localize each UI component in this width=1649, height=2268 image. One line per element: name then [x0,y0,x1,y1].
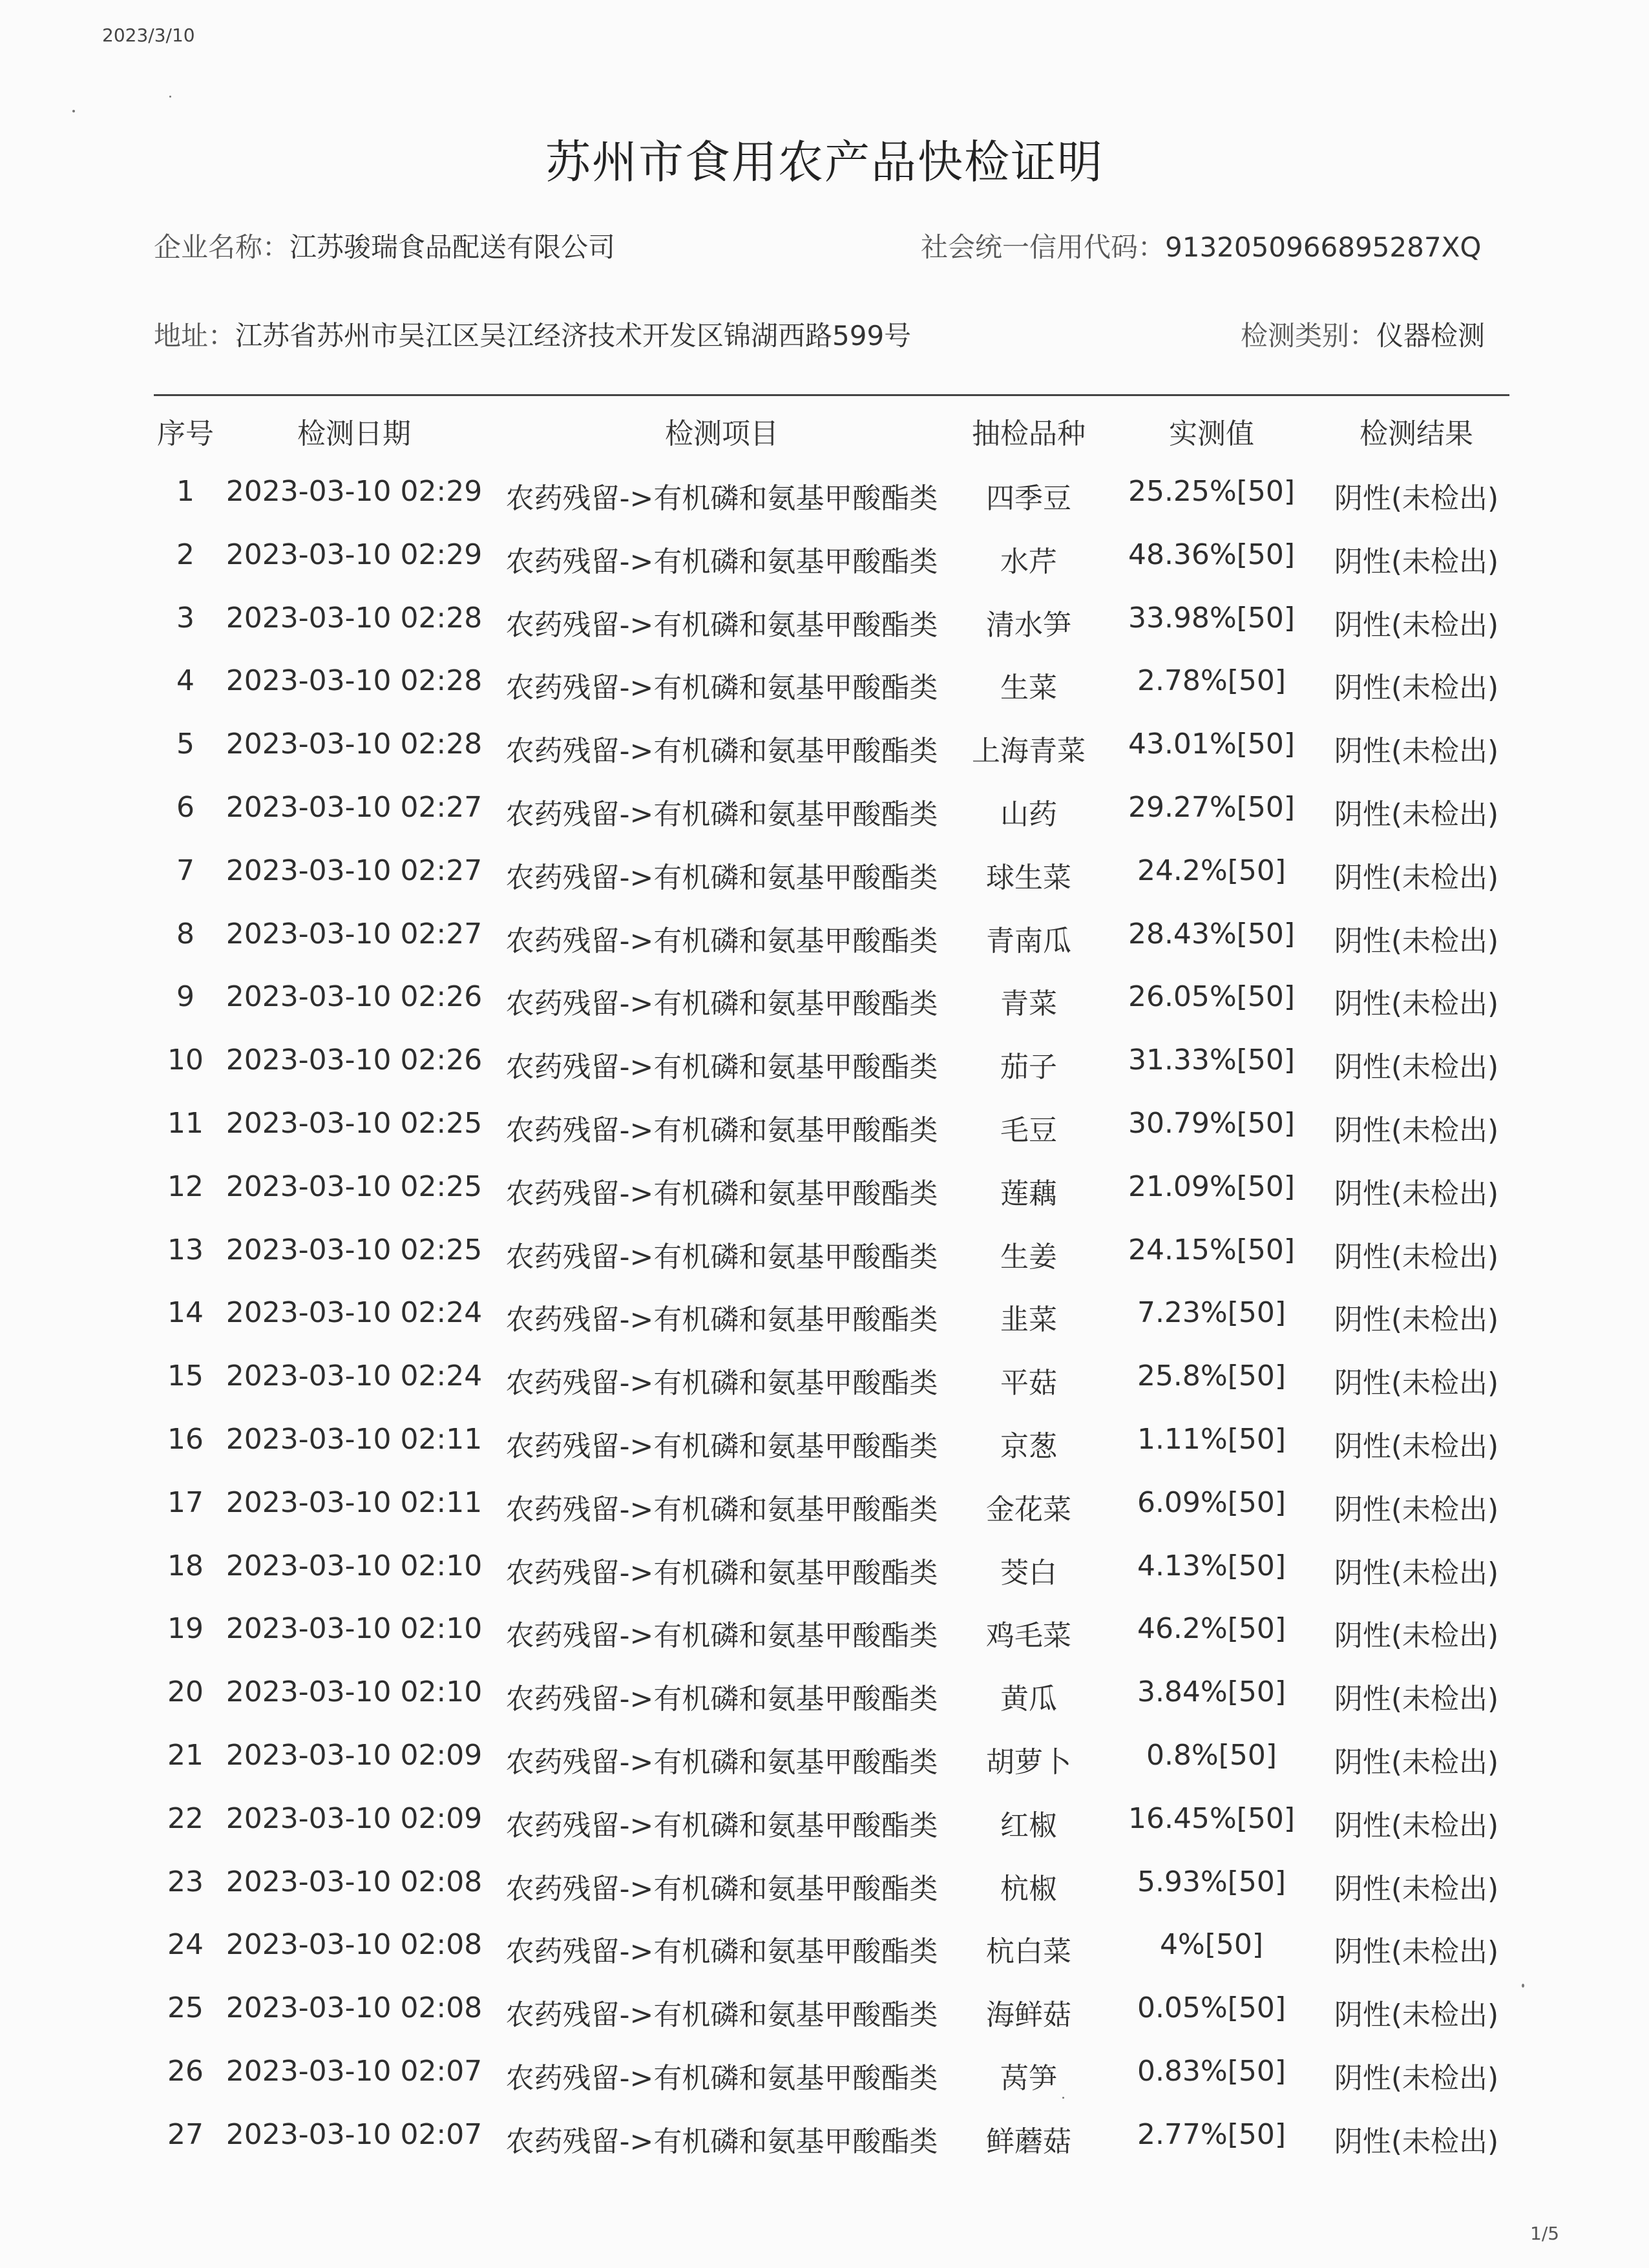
row-test-item: 农药残留->有机磷和氨基甲酸酯类 [505,545,938,578]
row-test-item: 农药残留->有机磷和氨基甲酸酯类 [505,735,938,768]
row-result: 阴性(未检出) [1334,2125,1499,2158]
row-measured-value: 5.93%[50] [1137,1865,1287,1898]
row-date: 2023-03-10 02:08 [226,1928,483,1962]
row-test-item: 农药残留->有机磷和氨基甲酸酯类 [505,482,938,515]
row-result: 阴性(未检出) [1334,1240,1499,1274]
row-measured-value: 46.2%[50] [1137,1612,1287,1646]
table-row [0,980,1649,1044]
row-number: 13 [167,1233,204,1266]
row-measured-value: 24.15%[50] [1128,1233,1296,1266]
row-measured-value: 2.77%[50] [1137,2117,1287,2151]
row-date: 2023-03-10 02:28 [226,664,483,698]
row-result: 阴性(未检出) [1334,1429,1499,1463]
row-date: 2023-03-10 02:29 [226,475,483,508]
row-result: 阴性(未检出) [1334,1619,1499,1653]
row-number: 15 [167,1360,204,1393]
row-date: 2023-03-10 02:27 [226,854,483,887]
column-header-item: 检测项目 [665,417,779,450]
address-value: 江苏省苏州市吴江区吴江经济技术开发区锦湖西路599号 [235,320,912,352]
row-date: 2023-03-10 02:11 [226,1486,483,1519]
table-row [0,1612,1649,1675]
row-date: 2023-03-10 02:11 [226,1422,483,1456]
table-header [0,410,1649,456]
table-row [0,1865,1649,1929]
row-variety: 鸡毛菜 [986,1619,1071,1653]
row-variety: 平菇 [1000,1367,1057,1400]
credit-code [921,226,1481,265]
row-date: 2023-03-10 02:26 [226,1044,483,1077]
row-test-item: 农药残留->有机磷和氨基甲酸酯类 [505,1367,938,1400]
row-date: 2023-03-10 02:07 [226,2054,483,2088]
table-row [0,1107,1649,1170]
row-result: 阴性(未检出) [1334,987,1499,1021]
row-result: 阴性(未检出) [1334,1745,1499,1779]
row-result: 阴性(未检出) [1334,671,1499,705]
print-date: 2023/3/10 [102,25,195,46]
scan-speck [72,110,75,112]
row-date: 2023-03-10 02:08 [226,1991,483,2025]
table-row [0,1549,1649,1613]
row-variety: 韭菜 [1000,1303,1057,1337]
row-test-item: 农药残留->有机磷和氨基甲酸酯类 [505,1303,938,1337]
row-number: 5 [176,728,194,761]
row-result: 阴性(未检出) [1334,1556,1499,1590]
column-header-value: 实测值 [1169,417,1254,450]
row-test-item: 农药残留->有机磷和氨基甲酸酯类 [505,797,938,831]
row-measured-value: 2.78%[50] [1137,664,1287,698]
table-row [0,1296,1649,1360]
row-result: 阴性(未检出) [1334,1683,1499,1716]
table-row [0,791,1649,854]
row-number: 6 [176,790,194,824]
row-result: 阴性(未检出) [1334,1872,1499,1906]
row-result: 阴性(未检出) [1334,1113,1499,1147]
table-row [0,1675,1649,1739]
row-result: 阴性(未检出) [1334,1493,1499,1526]
row-date: 2023-03-10 02:28 [226,728,483,761]
row-test-item: 农药残留->有机磷和氨基甲酸酯类 [505,1051,938,1084]
test-type-value: 仪器检测 [1376,320,1486,352]
table-row [0,602,1649,665]
company-name [154,226,615,265]
row-result: 阴性(未检出) [1334,861,1499,894]
row-variety: 金花菜 [986,1493,1071,1526]
scan-speck [1062,2097,1064,2099]
row-number: 7 [176,854,194,887]
row-variety: 山药 [1000,797,1057,831]
table-row [0,1928,1649,1991]
row-date: 2023-03-10 02:26 [226,980,483,1014]
row-test-item: 农药残留->有机磷和氨基甲酸酯类 [505,1809,938,1842]
row-date: 2023-03-10 02:24 [226,1296,483,1330]
table-row [0,918,1649,981]
row-result: 阴性(未检出) [1334,608,1499,642]
row-number: 2 [176,538,194,571]
row-measured-value: 21.09%[50] [1128,1170,1296,1203]
row-test-item: 农药残留->有机磷和氨基甲酸酯类 [505,2125,938,2158]
row-measured-value: 1.11%[50] [1137,1422,1287,1456]
row-measured-value: 6.09%[50] [1137,1486,1287,1519]
row-number: 22 [167,1801,204,1835]
address [154,315,911,353]
scan-speck [169,96,171,98]
row-number: 25 [167,1991,204,2025]
address-label: 地址： [154,320,236,352]
row-measured-value: 25.8%[50] [1137,1360,1287,1393]
row-test-item: 农药残留->有机磷和氨基甲酸酯类 [505,1429,938,1463]
row-test-item: 农药残留->有机磷和氨基甲酸酯类 [505,861,938,894]
column-header-variety: 抽检品种 [972,417,1086,450]
row-measured-value: 0.05%[50] [1137,1991,1287,2025]
column-header-no: 序号 [157,417,214,450]
row-number: 9 [176,980,194,1014]
row-measured-value: 0.83%[50] [1137,2054,1287,2088]
row-number: 19 [167,1612,204,1646]
row-number: 3 [176,601,194,635]
row-measured-value: 7.23%[50] [1137,1296,1287,1330]
column-header-result: 检测结果 [1360,417,1473,450]
row-number: 10 [167,1044,204,1077]
row-variety: 青南瓜 [986,924,1071,958]
credit-code-label: 社会统一信用代码： [921,231,1166,263]
row-variety: 莴笋 [1000,2061,1057,2095]
row-measured-value: 4.13%[50] [1137,1549,1287,1582]
row-test-item: 农药残留->有机磷和氨基甲酸酯类 [505,1619,938,1653]
row-test-item: 农药残留->有机磷和氨基甲酸酯类 [505,1683,938,1716]
row-result: 阴性(未检出) [1334,1809,1499,1842]
row-variety: 茭白 [1000,1556,1057,1590]
row-number: 23 [167,1865,204,1898]
row-variety: 京葱 [1000,1429,1057,1463]
row-variety: 茄子 [1000,1051,1057,1084]
row-result: 阴性(未检出) [1334,1935,1499,1969]
row-variety: 生姜 [1000,1240,1057,1274]
page-number: 1/5 [1530,2223,1560,2244]
row-variety: 红椒 [1000,1809,1057,1842]
row-measured-value: 25.25%[50] [1128,475,1296,508]
row-measured-value: 31.33%[50] [1128,1044,1296,1077]
row-number: 18 [167,1549,204,1582]
row-test-item: 农药残留->有机磷和氨基甲酸酯类 [505,1935,938,1969]
row-number: 1 [176,475,194,508]
row-number: 27 [167,2117,204,2151]
row-date: 2023-03-10 02:27 [226,917,483,950]
row-result: 阴性(未检出) [1334,1303,1499,1337]
table-row [0,2055,1649,2118]
table-row [0,1170,1649,1234]
row-measured-value: 4%[50] [1159,1928,1264,1962]
row-variety: 莲藕 [1000,1177,1057,1210]
row-date: 2023-03-10 02:29 [226,538,483,571]
table-row [0,1044,1649,1107]
row-result: 阴性(未检出) [1334,1367,1499,1400]
row-result: 阴性(未检出) [1334,1051,1499,1084]
credit-code-value: 9132050966895287XQ [1165,231,1482,263]
row-measured-value: 48.36%[50] [1128,538,1296,571]
row-number: 20 [167,1675,204,1709]
row-number: 16 [167,1422,204,1456]
row-number: 12 [167,1170,204,1203]
row-variety: 海鲜菇 [986,1999,1071,2032]
scan-speck [1522,1984,1524,1988]
row-number: 24 [167,1928,204,1962]
row-variety: 四季豆 [986,482,1071,515]
company-name-value: 江苏骏瑞食品配送有限公司 [289,231,616,263]
row-date: 2023-03-10 02:10 [226,1549,483,1582]
row-variety: 毛豆 [1000,1113,1057,1147]
row-number: 17 [167,1486,204,1519]
test-type-label: 检测类别： [1241,320,1377,352]
row-date: 2023-03-10 02:24 [226,1360,483,1393]
table-row [0,1360,1649,1423]
column-header-date: 检测日期 [297,417,411,450]
table-row [0,1423,1649,1486]
row-test-item: 农药残留->有机磷和氨基甲酸酯类 [505,1999,938,2032]
results-table [0,475,1649,2181]
row-date: 2023-03-10 02:10 [226,1675,483,1709]
row-test-item: 农药残留->有机磷和氨基甲酸酯类 [505,1113,938,1147]
row-measured-value: 26.05%[50] [1128,980,1296,1014]
company-name-label: 企业名称： [154,231,290,263]
row-variety: 青菜 [1000,987,1057,1021]
row-test-item: 农药残留->有机磷和氨基甲酸酯类 [505,1745,938,1779]
row-variety: 黄瓜 [1000,1683,1057,1716]
table-row [0,854,1649,918]
row-measured-value: 16.45%[50] [1128,1801,1296,1835]
row-measured-value: 28.43%[50] [1128,917,1296,950]
row-variety: 球生菜 [986,861,1071,894]
row-test-item: 农药残留->有机磷和氨基甲酸酯类 [505,1556,938,1590]
row-variety: 上海青菜 [972,735,1086,768]
table-row [0,538,1649,602]
row-date: 2023-03-10 02:25 [226,1170,483,1203]
row-test-item: 农药残留->有机磷和氨基甲酸酯类 [505,2061,938,2095]
table-row [0,1486,1649,1549]
table-row [0,475,1649,538]
table-row [0,664,1649,728]
row-number: 11 [167,1106,204,1140]
row-number: 14 [167,1296,204,1330]
row-number: 26 [167,2054,204,2088]
table-row [0,1739,1649,1802]
row-result: 阴性(未检出) [1334,2061,1499,2095]
row-date: 2023-03-10 02:07 [226,2117,483,2151]
table-row [0,1802,1649,1865]
row-date: 2023-03-10 02:25 [226,1106,483,1140]
row-variety: 鲜蘑菇 [986,2125,1071,2158]
row-variety: 清水笋 [986,608,1071,642]
row-test-item: 农药残留->有机磷和氨基甲酸酯类 [505,671,938,705]
row-measured-value: 0.8%[50] [1146,1738,1277,1772]
row-test-item: 农药残留->有机磷和氨基甲酸酯类 [505,1240,938,1274]
row-measured-value: 33.98%[50] [1128,601,1296,635]
row-variety: 杭白菜 [986,1935,1071,1969]
table-row [0,728,1649,791]
row-date: 2023-03-10 02:27 [226,790,483,824]
row-number: 4 [176,664,194,698]
row-result: 阴性(未检出) [1334,1177,1499,1210]
row-result: 阴性(未检出) [1334,924,1499,958]
row-measured-value: 29.27%[50] [1128,790,1296,824]
table-row [0,1234,1649,1297]
row-test-item: 农药残留->有机磷和氨基甲酸酯类 [505,924,938,958]
row-result: 阴性(未检出) [1334,1999,1499,2032]
row-date: 2023-03-10 02:08 [226,1865,483,1898]
test-type [1241,315,1485,353]
row-date: 2023-03-10 02:09 [226,1801,483,1835]
row-test-item: 农药残留->有机磷和氨基甲酸酯类 [505,1493,938,1526]
row-date: 2023-03-10 02:28 [226,601,483,635]
row-date: 2023-03-10 02:10 [226,1612,483,1646]
row-measured-value: 3.84%[50] [1137,1675,1287,1709]
row-test-item: 农药残留->有机磷和氨基甲酸酯类 [505,1872,938,1906]
row-variety: 胡萝卜 [986,1745,1071,1779]
row-date: 2023-03-10 02:09 [226,1738,483,1772]
row-measured-value: 30.79%[50] [1128,1106,1296,1140]
row-test-item: 农药残留->有机磷和氨基甲酸酯类 [505,608,938,642]
row-variety: 杭椒 [1000,1872,1057,1906]
table-row [0,1991,1649,2055]
row-result: 阴性(未检出) [1334,735,1499,768]
table-row [0,2118,1649,2181]
row-number: 8 [176,917,194,950]
row-test-item: 农药残留->有机磷和氨基甲酸酯类 [505,1177,938,1210]
row-test-item: 农药残留->有机磷和氨基甲酸酯类 [505,987,938,1021]
row-result: 阴性(未检出) [1334,545,1499,578]
row-number: 21 [167,1738,204,1772]
row-variety: 生菜 [1000,671,1057,705]
row-measured-value: 43.01%[50] [1128,728,1296,761]
page-title: 苏州市食用农产品快检证明 [545,136,1104,189]
row-result: 阴性(未检出) [1334,482,1499,515]
row-variety: 水芹 [1000,545,1057,578]
row-result: 阴性(未检出) [1334,797,1499,831]
header-divider [154,394,1509,396]
row-date: 2023-03-10 02:25 [226,1233,483,1266]
row-measured-value: 24.2%[50] [1137,854,1287,887]
